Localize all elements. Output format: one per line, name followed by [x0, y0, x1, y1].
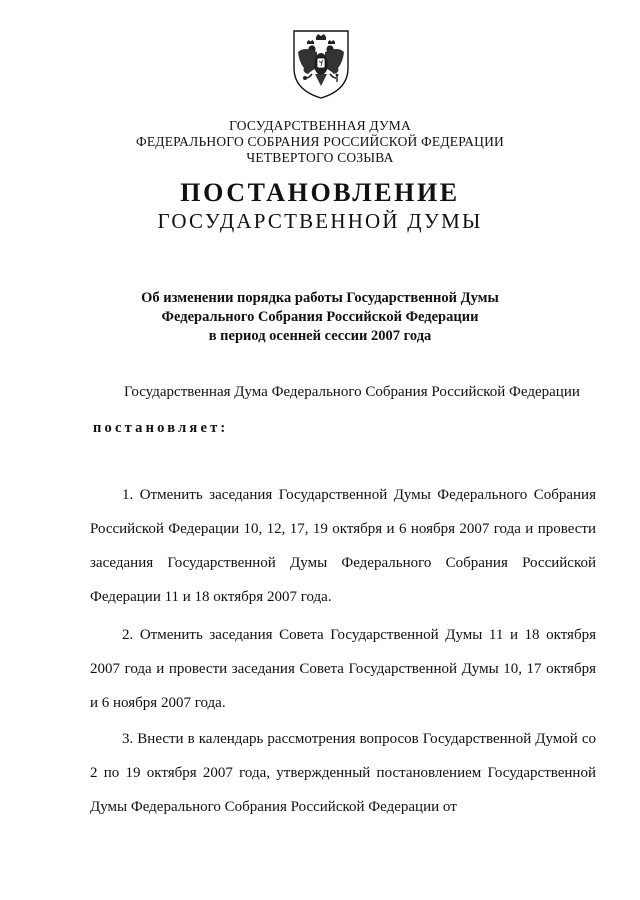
clause-3: 3. Внести в календарь рассмотрения вопросов Государственной Думой со 2 по 19 октября 2007 года, утвержденный постановлением Государственной Думы Федерального Собрания Российской Федерации от — [90, 731, 596, 815]
document-subject — [0, 289, 640, 346]
issuer-line-1: ГОСУДАРСТВЕННАЯ ДУМА — [229, 118, 411, 133]
subject-line-1: Об изменении порядка работы Государственной Думы — [141, 290, 499, 306]
document-type-title: ПОСТАНОВЛЕНИЕ — [180, 178, 460, 207]
preamble-text: Государственная Дума Федерального Собрания Российской Федерации — [124, 384, 580, 400]
russian-coat-of-arms-icon — [290, 28, 352, 100]
subject-line-2: Федерального Собрания Российской Федерации — [161, 309, 479, 325]
issuer-line-2: ФЕДЕРАЛЬНОГО СОБРАНИЯ РОССИЙСКОЙ ФЕДЕРАЦИИ — [136, 134, 504, 149]
subject-line-3: в период осенней сессии 2007 года — [208, 328, 432, 344]
issuer-heading — [0, 118, 640, 166]
clause-1: 1. Отменить заседания Государственной Думы Федерального Собрания Российской Федерации 10, 12, 17, 19 октября и 6 ноября 2007 года и провести заседания Государственной Думы Федерального Собрания Российской Федерации 11 и 18 октября 2007 года. — [90, 487, 596, 605]
resolves-keyword: постановляет: — [93, 420, 229, 436]
clause-2: 2. Отменить заседания Совета Государственной Думы 11 и 18 октября 2007 года и провести заседания Совета Государственной Думы 10, 17 октября и 6 ноября 2007 года. — [90, 627, 596, 711]
issuer-line-3: ЧЕТВЕРТОГО СОЗЫВА — [246, 150, 394, 165]
document-issuer-title: ГОСУДАРСТВЕННОЙ ДУМЫ — [157, 209, 483, 233]
